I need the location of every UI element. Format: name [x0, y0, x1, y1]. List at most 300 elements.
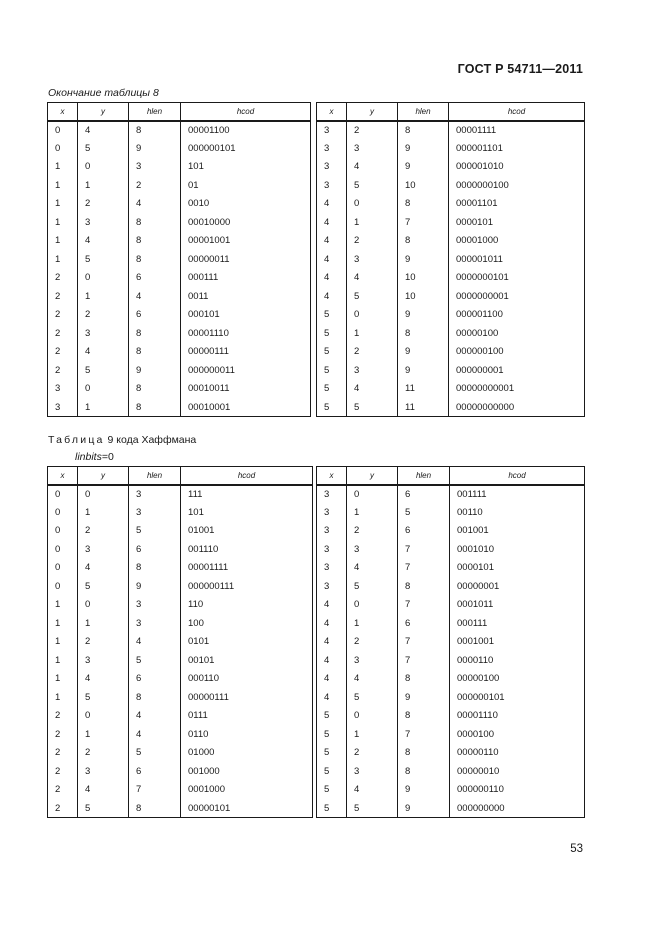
cell-hlen: 6: [129, 670, 181, 689]
linbits-note: [75, 451, 114, 463]
cell-hlen: 8: [129, 559, 181, 578]
cell-hlen: 8: [129, 343, 181, 362]
cell-x: 4: [317, 213, 347, 232]
cell-x: 3: [317, 522, 347, 541]
page-header: ГОСТ Р 54711—2011: [457, 62, 583, 76]
cell-hcod: 00000100: [450, 670, 585, 689]
table-row: [48, 250, 585, 269]
table-row: [48, 287, 585, 306]
cell-x: 1: [48, 651, 78, 670]
cell-x: 3: [48, 398, 78, 417]
col-header-hlen: hlen: [129, 467, 181, 485]
cell-y: 4: [347, 158, 398, 177]
cell-y: 1: [78, 287, 129, 306]
cell-hlen: 5: [129, 651, 181, 670]
huffman-table-8-end: [47, 102, 585, 417]
cell-hcod: 000000100: [449, 343, 585, 362]
table-row: [48, 343, 585, 362]
cell-x: 4: [317, 232, 347, 251]
cell-hlen: 7: [398, 213, 449, 232]
table-row: [48, 306, 585, 325]
cell-hcod: 00000001: [450, 577, 585, 596]
cell-x: 4: [317, 688, 347, 707]
cell-hlen: 8: [398, 121, 449, 140]
cell-x: 4: [317, 596, 347, 615]
cell-y: 0: [78, 158, 129, 177]
cell-hlen: 5: [129, 522, 181, 541]
cell-x: 2: [48, 287, 78, 306]
cell-hlen: 4: [129, 195, 181, 214]
cell-y: 2: [347, 343, 398, 362]
cell-hcod: 00000011: [181, 250, 311, 269]
cell-y: 1: [347, 324, 398, 343]
cell-x: 2: [48, 361, 78, 380]
cell-y: 2: [78, 306, 129, 325]
cell-y: 2: [347, 232, 398, 251]
cell-x: 3: [317, 158, 347, 177]
cell-y: 5: [78, 799, 129, 818]
table-row: [48, 522, 585, 541]
cell-hlen: 9: [398, 343, 449, 362]
cell-hlen: 6: [398, 614, 450, 633]
cell-hlen: 9: [129, 577, 181, 596]
col-header-x: x: [317, 103, 347, 121]
cell-x: 0: [48, 485, 78, 504]
cell-hcod: 0000000100: [449, 176, 585, 195]
cell-hcod: 0000100: [450, 725, 585, 744]
cell-y: 5: [347, 577, 398, 596]
cell-hlen: 8: [398, 577, 450, 596]
cell-hlen: 7: [398, 540, 450, 559]
cell-hlen: 4: [129, 725, 181, 744]
cell-hlen: 8: [398, 744, 450, 763]
cell-hcod: 000111: [181, 269, 311, 288]
table-row: [48, 485, 585, 504]
cell-y: 1: [78, 725, 129, 744]
cell-hcod: 000101: [181, 306, 311, 325]
cell-hcod: 00010011: [181, 380, 311, 399]
cell-hcod: 00000000000: [449, 398, 585, 417]
cell-y: 0: [347, 485, 398, 504]
cell-x: 5: [317, 343, 347, 362]
cell-hlen: 8: [129, 688, 181, 707]
cell-hlen: 8: [129, 324, 181, 343]
cell-hlen: 9: [129, 361, 181, 380]
cell-x: 2: [48, 306, 78, 325]
cell-x: 0: [48, 139, 78, 158]
cell-x: 1: [48, 195, 78, 214]
cell-y: 3: [78, 762, 129, 781]
cell-hcod: 0111: [181, 707, 313, 726]
table-row: [48, 762, 585, 781]
col-header-x: x: [317, 467, 347, 485]
cell-hcod: 00000101: [181, 799, 313, 818]
table9-header-row: [48, 467, 585, 485]
cell-hlen: 6: [129, 306, 181, 325]
cell-hcod: 00001111: [449, 121, 585, 140]
cell-hlen: 3: [129, 596, 181, 615]
cell-y: 3: [347, 651, 398, 670]
cell-hcod: 0101: [181, 633, 313, 652]
cell-x: 3: [317, 577, 347, 596]
cell-x: 5: [317, 361, 347, 380]
cell-hlen: 7: [398, 725, 450, 744]
cell-x: 4: [317, 250, 347, 269]
cell-hcod: 000001010: [449, 158, 585, 177]
cell-y: 0: [78, 485, 129, 504]
cell-hcod: 0001011: [450, 596, 585, 615]
cell-y: 0: [347, 596, 398, 615]
table-row: [48, 503, 585, 522]
cell-hcod: 0011: [181, 287, 311, 306]
cell-y: 2: [347, 522, 398, 541]
cell-hcod: 001110: [181, 540, 313, 559]
table-row: [48, 139, 585, 158]
cell-hlen: 8: [129, 380, 181, 399]
cell-hlen: 6: [129, 540, 181, 559]
cell-hcod: 00001110: [450, 707, 585, 726]
cell-y: 5: [347, 287, 398, 306]
col-header-hlen: hlen: [398, 103, 449, 121]
cell-hcod: 001111: [450, 485, 585, 504]
cell-hcod: 0000000101: [449, 269, 585, 288]
cell-hlen: 9: [398, 361, 449, 380]
cell-hcod: 00001001: [181, 232, 311, 251]
cell-hlen: 8: [129, 121, 181, 140]
cell-x: 0: [48, 559, 78, 578]
cell-hlen: 8: [129, 213, 181, 232]
cell-y: 0: [347, 306, 398, 325]
cell-hcod: 00001101: [449, 195, 585, 214]
cell-x: 0: [48, 540, 78, 559]
cell-y: 5: [78, 139, 129, 158]
cell-hcod: 000001011: [449, 250, 585, 269]
cell-x: 3: [317, 503, 347, 522]
table-row: [48, 651, 585, 670]
cell-hlen: 4: [129, 287, 181, 306]
cell-x: 1: [48, 158, 78, 177]
cell-hcod: 000110: [181, 670, 313, 689]
cell-x: 1: [48, 250, 78, 269]
col-header-hlen: hlen: [129, 103, 181, 121]
cell-x: 3: [317, 485, 347, 504]
cell-hlen: 8: [398, 232, 449, 251]
cell-hcod: 100: [181, 614, 313, 633]
cell-hlen: 8: [129, 232, 181, 251]
cell-y: 0: [78, 596, 129, 615]
cell-hcod: 0000000001: [449, 287, 585, 306]
cell-hcod: 0000101: [450, 559, 585, 578]
cell-x: 2: [48, 725, 78, 744]
cell-y: 3: [78, 540, 129, 559]
table-row: [48, 781, 585, 800]
cell-y: 2: [78, 744, 129, 763]
table-row: [48, 633, 585, 652]
cell-hlen: 3: [129, 614, 181, 633]
cell-y: 0: [347, 707, 398, 726]
cell-x: 4: [317, 614, 347, 633]
cell-hlen: 5: [398, 503, 450, 522]
cell-hcod: 01001: [181, 522, 313, 541]
cell-hlen: 9: [398, 799, 450, 818]
cell-x: 2: [48, 744, 78, 763]
cell-hcod: 0001001: [450, 633, 585, 652]
cell-hlen: 7: [398, 559, 450, 578]
cell-y: 0: [78, 269, 129, 288]
cell-hcod: 00010001: [181, 398, 311, 417]
cell-hcod: 000000000: [450, 799, 585, 818]
table9-caption: [48, 434, 196, 446]
cell-hcod: 0010: [181, 195, 311, 214]
cell-hcod: 000000101: [450, 688, 585, 707]
cell-hlen: 8: [129, 250, 181, 269]
cell-y: 4: [347, 559, 398, 578]
cell-y: 5: [78, 250, 129, 269]
cell-hcod: 000000011: [181, 361, 311, 380]
cell-hlen: 7: [129, 781, 181, 800]
cell-x: 1: [48, 633, 78, 652]
cell-hcod: 01: [181, 176, 311, 195]
cell-hcod: 00010000: [181, 213, 311, 232]
table-row: [48, 725, 585, 744]
cell-y: 1: [347, 213, 398, 232]
cell-hcod: 000000111: [181, 577, 313, 596]
cell-x: 4: [317, 195, 347, 214]
cell-hcod: 00001111: [181, 559, 313, 578]
cell-hcod: 0001010: [450, 540, 585, 559]
table-row: [48, 398, 585, 417]
cell-hlen: 3: [129, 485, 181, 504]
cell-x: 5: [317, 799, 347, 818]
cell-y: 3: [347, 540, 398, 559]
cell-y: 2: [78, 195, 129, 214]
cell-hcod: 111: [181, 485, 313, 504]
cell-x: 2: [48, 324, 78, 343]
cell-x: 1: [48, 670, 78, 689]
cell-hcod: 00001110: [181, 324, 311, 343]
cell-x: 1: [48, 614, 78, 633]
cell-y: 3: [78, 651, 129, 670]
cell-hlen: 8: [398, 670, 450, 689]
cell-hlen: 5: [129, 744, 181, 763]
cell-hlen: 9: [398, 688, 450, 707]
huffman-table-9: [47, 466, 585, 818]
cell-x: 5: [317, 762, 347, 781]
col-header-hcod: hcod: [449, 103, 585, 121]
cell-hcod: 00000000001: [449, 380, 585, 399]
cell-y: 2: [347, 744, 398, 763]
cell-y: 1: [347, 725, 398, 744]
cell-y: 1: [78, 503, 129, 522]
cell-x: 5: [317, 398, 347, 417]
cell-hcod: 0000110: [450, 651, 585, 670]
cell-hcod: 00000010: [450, 762, 585, 781]
cell-hcod: 101: [181, 158, 311, 177]
col-header-x: x: [48, 467, 78, 485]
col-header-y: y: [78, 467, 129, 485]
cell-x: 2: [48, 343, 78, 362]
cell-hlen: 8: [129, 398, 181, 417]
cell-y: 1: [78, 398, 129, 417]
cell-y: 5: [78, 688, 129, 707]
cell-y: 0: [78, 707, 129, 726]
cell-hlen: 8: [398, 707, 450, 726]
table-row: [48, 232, 585, 251]
cell-hlen: 4: [129, 633, 181, 652]
col-header-y: y: [347, 103, 398, 121]
cell-x: 2: [48, 781, 78, 800]
cell-x: 5: [317, 781, 347, 800]
cell-y: 1: [78, 614, 129, 633]
table-row: [48, 176, 585, 195]
cell-x: 1: [48, 176, 78, 195]
cell-x: 2: [48, 269, 78, 288]
cell-y: 0: [78, 380, 129, 399]
cell-hcod: 000000101: [181, 139, 311, 158]
cell-hlen: 8: [129, 799, 181, 818]
cell-hcod: 001000: [181, 762, 313, 781]
cell-hcod: 00001100: [181, 121, 311, 140]
cell-y: 4: [78, 232, 129, 251]
cell-hlen: 9: [398, 306, 449, 325]
cell-x: 3: [317, 540, 347, 559]
cell-hcod: 00000110: [450, 744, 585, 763]
cell-y: 4: [347, 269, 398, 288]
table-row: [48, 195, 585, 214]
cell-y: 1: [78, 176, 129, 195]
cell-y: 3: [347, 361, 398, 380]
cell-hlen: 11: [398, 398, 449, 417]
cell-x: 4: [317, 633, 347, 652]
linbits-label: linbits: [75, 451, 102, 463]
col-header-hlen: hlen: [398, 467, 450, 485]
cell-hlen: 7: [398, 651, 450, 670]
cell-hlen: 3: [129, 158, 181, 177]
cell-x: 3: [317, 559, 347, 578]
cell-hlen: 4: [129, 707, 181, 726]
cell-x: 4: [317, 287, 347, 306]
cell-x: 0: [48, 121, 78, 140]
table-row: [48, 158, 585, 177]
cell-x: 3: [317, 139, 347, 158]
cell-hlen: 10: [398, 176, 449, 195]
cell-x: 5: [317, 725, 347, 744]
cell-x: 4: [317, 651, 347, 670]
cell-hlen: 7: [398, 633, 450, 652]
cell-x: 5: [317, 324, 347, 343]
cell-hlen: 9: [129, 139, 181, 158]
table-row: [48, 670, 585, 689]
cell-x: 1: [48, 596, 78, 615]
cell-y: 4: [78, 121, 129, 140]
col-header-hcod: hcod: [181, 467, 313, 485]
table-row: [48, 213, 585, 232]
linbits-value: =0: [101, 451, 114, 463]
cell-x: 3: [317, 176, 347, 195]
table9-caption-title: 9 кода Хаффмана: [104, 434, 197, 446]
table-row: [48, 380, 585, 399]
cell-hlen: 10: [398, 287, 449, 306]
cell-hcod: 01000: [181, 744, 313, 763]
cell-hcod: 000001100: [449, 306, 585, 325]
cell-x: 2: [48, 762, 78, 781]
cell-y: 4: [78, 559, 129, 578]
cell-y: 5: [347, 688, 398, 707]
cell-hlen: 6: [398, 485, 450, 504]
cell-hcod: 0110: [181, 725, 313, 744]
table-row: [48, 596, 585, 615]
cell-x: 5: [317, 707, 347, 726]
cell-hcod: 00000100: [449, 324, 585, 343]
cell-y: 4: [78, 343, 129, 362]
table8-header-row: [48, 103, 585, 121]
cell-hlen: 6: [398, 522, 450, 541]
cell-hlen: 9: [398, 781, 450, 800]
cell-hcod: 000001101: [449, 139, 585, 158]
cell-y: 5: [347, 176, 398, 195]
col-header-y: y: [347, 467, 398, 485]
cell-x: 0: [48, 577, 78, 596]
cell-hcod: 000000001: [449, 361, 585, 380]
cell-hcod: 000111: [450, 614, 585, 633]
cell-hlen: 9: [398, 158, 449, 177]
table-row: [48, 269, 585, 288]
cell-y: 5: [347, 398, 398, 417]
cell-y: 2: [78, 633, 129, 652]
table-row: [48, 324, 585, 343]
cell-x: 0: [48, 503, 78, 522]
cell-y: 3: [78, 213, 129, 232]
table-row: [48, 707, 585, 726]
cell-x: 1: [48, 688, 78, 707]
cell-x: 1: [48, 213, 78, 232]
cell-hlen: 8: [398, 762, 450, 781]
cell-x: 3: [317, 121, 347, 140]
cell-hcod: 00110: [450, 503, 585, 522]
col-header-hcod: hcod: [450, 467, 585, 485]
cell-hlen: 2: [129, 176, 181, 195]
cell-x: 3: [48, 380, 78, 399]
col-header-hcod: hcod: [181, 103, 311, 121]
cell-hlen: 3: [129, 503, 181, 522]
table-row: [48, 540, 585, 559]
cell-x: 5: [317, 744, 347, 763]
cell-hlen: 9: [398, 250, 449, 269]
cell-y: 4: [78, 670, 129, 689]
cell-hcod: 00000111: [181, 343, 311, 362]
table-row: [48, 361, 585, 380]
col-header-x: x: [48, 103, 78, 121]
cell-y: 2: [347, 121, 398, 140]
cell-x: 2: [48, 799, 78, 818]
table9-caption-label: Таблица: [48, 434, 105, 446]
cell-y: 3: [347, 139, 398, 158]
cell-y: 1: [347, 503, 398, 522]
cell-hlen: 9: [398, 139, 449, 158]
table-row: [48, 688, 585, 707]
cell-hcod: 001001: [450, 522, 585, 541]
cell-hcod: 0001000: [181, 781, 313, 800]
cell-hcod: 00000111: [181, 688, 313, 707]
cell-x: 2: [48, 707, 78, 726]
cell-y: 0: [347, 195, 398, 214]
cell-y: 4: [347, 781, 398, 800]
cell-y: 5: [78, 361, 129, 380]
cell-y: 5: [347, 799, 398, 818]
table8-caption: Окончание таблицы 8: [48, 87, 159, 99]
cell-hcod: 110: [181, 596, 313, 615]
cell-y: 2: [78, 522, 129, 541]
